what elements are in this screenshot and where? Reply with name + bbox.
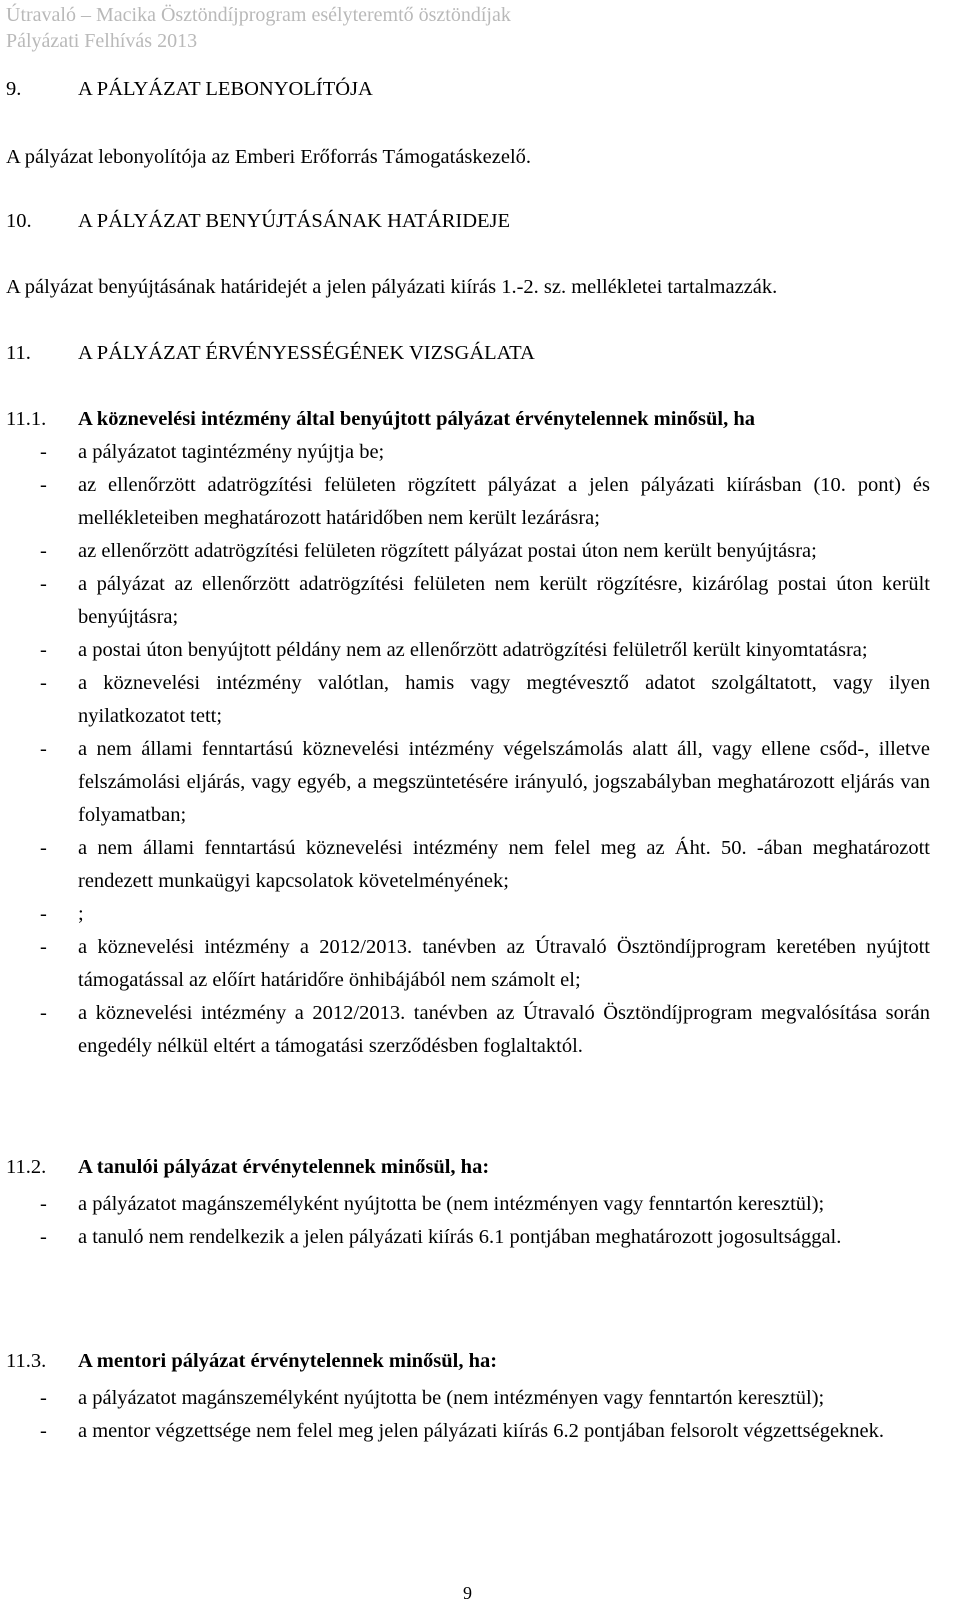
section-title: A PÁLYÁZAT ÉRVÉNYESSÉGÉNEK VIZSGÁLATA	[78, 342, 535, 364]
subsection-11-2-list	[6, 1188, 930, 1254]
subsection-number: 11.2.	[6, 1156, 47, 1178]
section-title: A PÁLYÁZAT LEBONYOLÍTÓJA	[78, 78, 373, 100]
list-item: - a köznevelési intézmény valótlan, hamis vagy megtévesztő adatot szolgáltatott, vagy ilyen nyilatkozatot tett;	[40, 672, 930, 727]
header-line-2: Pályázati Felhívás 2013	[6, 30, 198, 52]
list-item: - az ellenőrzött adatrögzítési felületen rögzített pályázat a jelen pályázati kiírásban (10. pont) és mellékleteiben meghatározott határidőben nem került lezárásra;	[40, 474, 930, 529]
list-item: - a tanuló nem rendelkezik a jelen pályázati kiírás 6.1 pontjában meghatározott jogosultsággal.	[40, 1226, 842, 1248]
list-item: - a pályázatot magánszemélyként nyújtotta be (nem intézményen vagy fenntartón keresztül);	[40, 1387, 825, 1409]
list-item: - az ellenőrzött adatrögzítési felületen rögzített pályázat postai úton nem került benyújtásra;	[40, 540, 817, 562]
subsection-number: 11.1.	[6, 408, 47, 430]
list-item: - a postai úton benyújtott példány nem az ellenőrzött adatrögzítési felületről került kinyomtatásra;	[40, 639, 868, 661]
subsection-title: A köznevelési intézmény által benyújtott pályázat érvénytelennek minősül, ha	[78, 408, 756, 430]
subsection-title: A tanulói pályázat érvénytelennek minősül, ha:	[78, 1156, 490, 1178]
subsection-11-1-list	[6, 436, 930, 1063]
section-number: 9.	[6, 78, 22, 100]
list-item: - a pályázat az ellenőrzött adatrögzítési felületen nem került rögzítésre, kizárólag postai úton került benyújtásra;	[40, 573, 930, 628]
subsection-number: 11.3.	[6, 1350, 47, 1372]
section-number: 10.	[6, 210, 32, 232]
page-number: 9	[463, 1583, 472, 1603]
running-header	[6, 2, 511, 54]
section-title: A PÁLYÁZAT BENYÚJTÁSÁNAK HATÁRIDEJE	[78, 210, 511, 232]
subsection-title: A mentori pályázat érvénytelennek minősül, ha:	[78, 1350, 498, 1372]
list-item: - a köznevelési intézmény a 2012/2013. tanévben az Útravaló Ösztöndíjprogram keretében nyújtott támogatással az előírt határidőre önhibájából nem számolt el;	[40, 936, 930, 991]
list-item: - a pályázatot magánszemélyként nyújtotta be (nem intézményen vagy fenntartón keresztül);	[40, 1193, 825, 1215]
list-item: - ;	[40, 903, 84, 925]
list-item: - a köznevelési intézmény a 2012/2013. tanévben az Útravaló Ösztöndíjprogram megvalósítása során engedély nélkül eltért a támogatási szerződésben foglaltaktól.	[40, 1002, 930, 1057]
header-line-1: Útravaló – Macika Ösztöndíjprogram esélyteremtő ösztöndíjak	[6, 4, 511, 26]
list-item: - a pályázatot tagintézmény nyújtja be;	[40, 441, 385, 463]
section-9-text: A pályázat lebonyolítója az Emberi Erőforrás Támogatáskezelő.	[6, 146, 532, 168]
list-item: - a nem állami fenntartású köznevelési intézmény végelszámolás alatt áll, vagy ellene csőd-, illetve felszámolási eljárás, vagy egyéb, a megszüntetésére irányuló, jogszabályban meghatározott eljárás van folyamatban;	[40, 738, 930, 826]
list-item: - a mentor végzettsége nem felel meg jelen pályázati kiírás 6.2 pontjában felsorolt végzettségeknek.	[40, 1420, 885, 1442]
subsection-11-3-list	[6, 1382, 930, 1448]
list-item: - a nem állami fenntartású köznevelési intézmény nem felel meg az Áht. 50. -ában meghatározott rendezett munkaügyi kapcsolatok követelményének;	[40, 837, 930, 892]
section-number: 11.	[6, 342, 31, 364]
section-10-text: A pályázat benyújtásának határidejét a jelen pályázati kiírás 1.-2. sz. mellékletei tartalmazzák.	[6, 276, 778, 298]
